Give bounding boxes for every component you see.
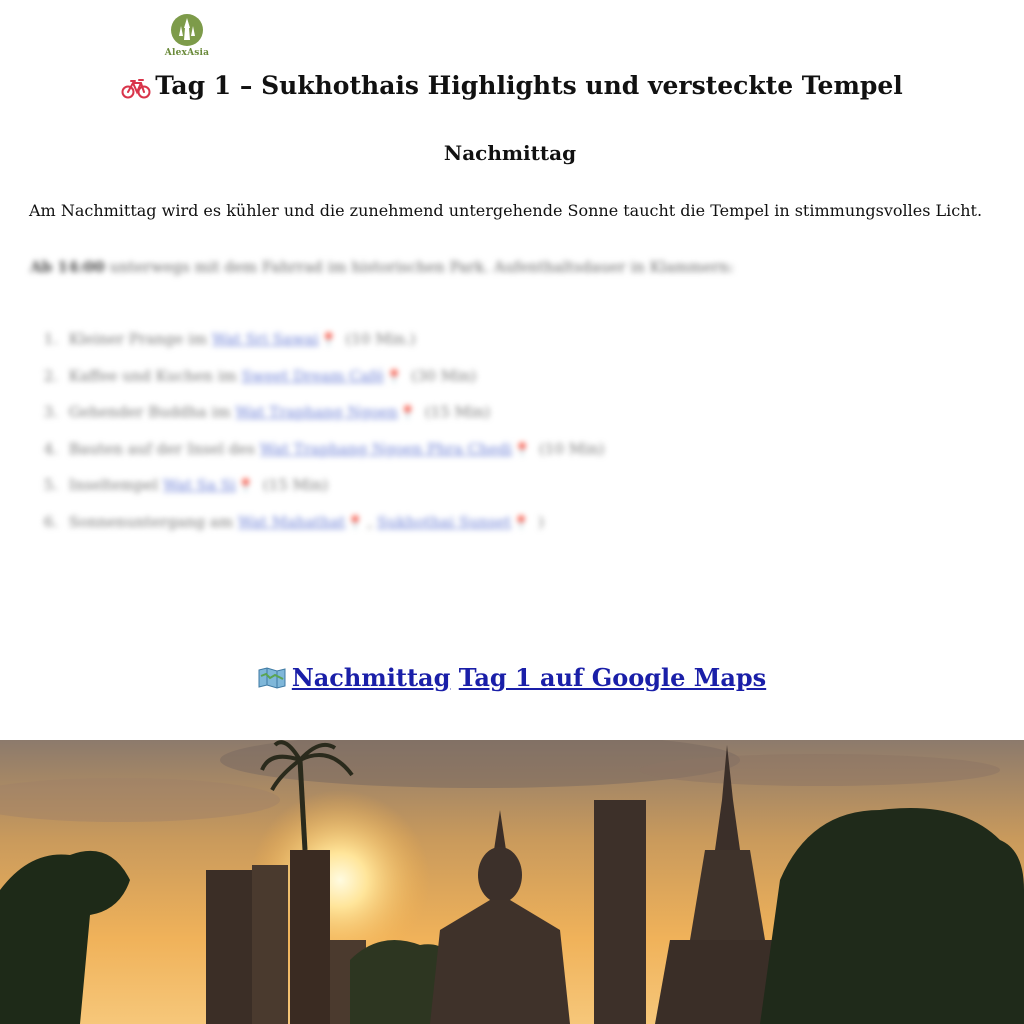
stop-link[interactable]: Sweet Dream Café [241,366,385,385]
schedule-time: Ab 14:00 [30,258,105,276]
map-icon [258,663,286,699]
list-item: 5. Inseltempel Wat Sa Si 📍 (15 Min) [43,476,329,494]
schedule-note [30,254,930,280]
list-item: 3. Gehender Buddha im Wat Traphang Ngoen 📍 (15 Min) [43,403,491,421]
pin-icon: 📍 [347,515,364,531]
pin-icon: 📍 [513,515,530,531]
stop-link[interactable]: Wat Mahathat [237,512,346,531]
google-maps-link-row [0,660,1024,699]
logo-text: AlexAsia [164,48,210,58]
bicycle-icon [121,71,151,111]
list-item: 2. Kaffee und Kuchen im Sweet Dream Café 📍 (30 Min) [43,366,477,385]
stop-link[interactable]: Wat Sa Si [162,476,236,494]
stops-list [30,324,730,543]
maps-link-part1[interactable]: Nachmittag [291,663,451,692]
pin-icon: 📍 [399,406,417,421]
page-title-text: Tag 1 – Sukhothais Highlights und versteckte Tempel [155,71,903,100]
maps-link-part2[interactable]: Tag 1 auf Google Maps [458,663,767,692]
pin-icon: 📍 [514,442,531,458]
pin-icon: 📍 [386,369,403,385]
section-heading: Nachmittag [443,141,577,165]
stop-link[interactable]: Wat Traphang Ngoen Phra Chedi [259,439,513,458]
page-title [0,66,1024,111]
list-item: 4. Bauten auf der Insel des Wat Traphang Ngoen Phra Chedi 📍 (10 Min) [43,439,605,458]
stop-link[interactable]: Sukhothai Sunset [377,512,512,531]
site-logo[interactable] [163,12,211,58]
schedule-text: unterwegs mit dem Fahrrad im historischen Park. Aufenthaltsdauer in Klammern: [109,258,734,276]
list-item: 1. Kleiner Prange im Wat Sri Sawai 📍 (10 Min.) [43,330,416,348]
pin-icon: 📍 [237,479,255,494]
stop-link[interactable]: Wat Traphang Ngoen [235,403,398,421]
temple-logo-icon [169,12,205,48]
pin-icon: 📍 [320,333,337,348]
sunset-temple-photo [0,740,1024,1024]
list-item: 6. Sonnenuntergang am Wat Mahathat 📍 , Sukhothai Sunset 📍 ) [43,512,544,531]
stop-link[interactable]: Wat Sri Sawai [211,330,319,348]
intro-paragraph: Am Nachmittag wird es kühler und die zunehmend untergehende Sonne taucht die Tempel in stimmungsvolles Licht. [29,201,983,220]
